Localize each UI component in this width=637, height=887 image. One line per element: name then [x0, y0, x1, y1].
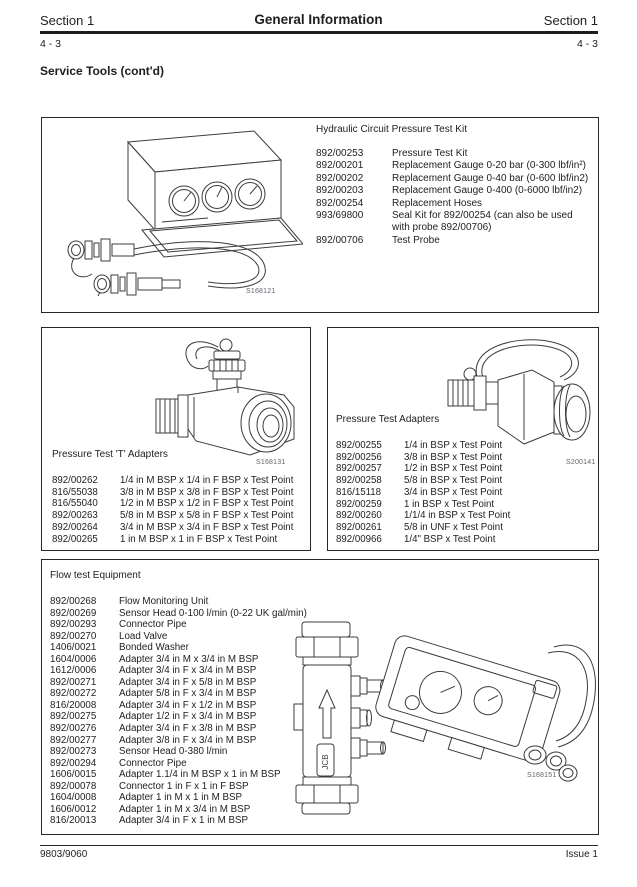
header-section-left: Section 1: [40, 13, 95, 28]
part-number: 892/00966: [336, 533, 382, 545]
part-row: [316, 160, 594, 172]
flow-test-panel: [41, 559, 599, 835]
part-description: Replacement Gauge 0-40 bar (0-600 lbf/in2): [392, 172, 589, 184]
page-number-left: 4 - 3: [40, 38, 62, 50]
part-number: 1612/0006: [50, 665, 97, 677]
part-number: 892/00272: [50, 688, 97, 700]
part-number: 1606/0012: [50, 803, 97, 815]
part-description: 5/8 in UNF x Test Point: [404, 521, 503, 533]
part-number: 993/69800: [316, 210, 364, 222]
part-row: [50, 781, 307, 793]
t-adapters-panel: [41, 327, 311, 551]
part-description: 1/4" BSP x Test Point: [404, 533, 496, 545]
part-description: Adapter 3/4 in F x 3/8 in M BSP: [119, 723, 257, 735]
part-row: [336, 499, 510, 511]
part-number: 892/00264: [52, 521, 98, 533]
part-number: 892/00261: [336, 521, 382, 533]
part-number: 892/00262: [52, 475, 98, 486]
part-description: 1/4 in M BSP x 1/4 in F BSP x Test Point: [120, 475, 294, 486]
part-description: Pressure Test Kit: [392, 148, 468, 159]
part-row: [316, 148, 594, 160]
hydraulic-kit-parts-list: [316, 148, 594, 247]
part-row: [316, 173, 594, 185]
part-row: [336, 522, 510, 534]
part-description: Sensor Head 0-100 l/min (0-22 UK gal/min): [119, 607, 307, 619]
part-number: 892/00271: [50, 676, 97, 688]
part-number: 892/00256: [336, 451, 382, 463]
footer-rule: [40, 845, 598, 846]
part-description: 1 in BSP x Test Point: [404, 498, 495, 510]
part-row: [50, 815, 307, 827]
svg-text:JCB: JCB: [321, 754, 330, 770]
part-description: Seal Kit for 892/00254 (can also be used with probe 892/00706): [392, 210, 573, 234]
part-number: 892/00257: [336, 463, 382, 475]
part-number: 892/00201: [316, 160, 364, 172]
part-number: 892/00706: [316, 234, 364, 246]
part-number: 892/00253: [316, 148, 364, 159]
part-row: [316, 185, 594, 197]
part-description: 1/4 in BSP x Test Point: [404, 440, 503, 451]
page-number-right: 4 - 3: [576, 38, 598, 50]
figure-label: S200141: [566, 459, 596, 466]
part-row: [52, 498, 293, 510]
part-row: [50, 711, 307, 723]
part-row: [52, 522, 293, 534]
part-row: [336, 510, 510, 522]
part-number: 1604/0008: [50, 792, 97, 804]
part-number: 892/00273: [50, 746, 97, 758]
part-row: [336, 440, 510, 452]
part-number: 892/00255: [336, 440, 382, 451]
part-description: Adapter 3/8 in F x 3/4 in M BSP: [119, 734, 257, 746]
panel-title-t-adapters: Pressure Test 'T' Adapters: [52, 449, 168, 460]
part-row: [336, 463, 510, 475]
part-description: 1/2 in M BSP x 1/2 in F BSP x Test Point: [120, 498, 294, 510]
part-description: Adapter 3/4 in F x 3/4 in M BSP: [119, 665, 257, 677]
part-number: 892/00078: [50, 780, 97, 792]
part-number: 892/00268: [50, 596, 97, 607]
header-section-right: Section 1: [543, 13, 598, 28]
adapters-parts-list: [336, 440, 510, 545]
part-description: Adapter 1/2 in F x 3/4 in M BSP: [119, 711, 257, 723]
part-number: 892/00259: [336, 498, 382, 510]
part-row: [50, 631, 307, 643]
part-description: Replacement Gauge 0-20 bar (0-300 lbf/in²): [392, 160, 586, 172]
part-description: Flow Monitoring Unit: [119, 596, 209, 607]
part-description: Replacement Hoses: [392, 197, 483, 209]
part-row: [50, 735, 307, 747]
part-number: 816/20008: [50, 699, 97, 711]
part-description: 5/8 in M BSP x 5/8 in F BSP x Test Point: [120, 510, 294, 522]
part-number: 892/00263: [52, 510, 98, 522]
part-row: [50, 608, 307, 620]
part-description: Adapter 5/8 in F x 3/4 in M BSP: [119, 688, 257, 700]
part-number: 892/00294: [50, 757, 97, 769]
part-row: [50, 758, 307, 770]
part-description: Test Probe: [392, 234, 440, 246]
figure-label: S168131: [256, 459, 286, 466]
part-row: [50, 804, 307, 816]
panel-title-hydraulic-kit: Hydraulic Circuit Pressure Test Kit: [316, 124, 467, 135]
part-description: Adapter 3/4 in F x 1/2 in M BSP: [119, 699, 257, 711]
part-row: [52, 487, 293, 499]
panel-title-flow-test: Flow test Equipment: [50, 570, 141, 581]
flow-test-parts-list: [50, 596, 307, 827]
part-description: Replacement Gauge 0-400 (0-6000 lbf/in2): [392, 185, 583, 197]
part-description: Adapter 1 in M x 1 in M BSP: [119, 792, 243, 804]
panel-title-adapters: Pressure Test Adapters: [336, 414, 440, 425]
part-row: [316, 210, 594, 235]
part-number: 892/00276: [50, 723, 97, 735]
part-description: 3/8 in BSP x Test Point: [404, 451, 503, 463]
part-row: [50, 619, 307, 631]
figure-label: S168121: [246, 288, 276, 295]
part-number: 892/00293: [50, 619, 97, 631]
part-description: Adapter 3/4 in F x 1 in M BSP: [119, 815, 249, 827]
part-number: 816/55040: [52, 498, 98, 510]
header-title: General Information: [254, 12, 383, 27]
part-row: [50, 654, 307, 666]
section-heading: Service Tools (cont'd): [40, 64, 164, 78]
part-number: 892/00270: [50, 630, 97, 642]
part-number: 892/00277: [50, 734, 97, 746]
figure-label: S168151: [527, 772, 557, 779]
part-number: 892/00202: [316, 172, 364, 184]
part-description: 3/4 in BSP x Test Point: [404, 486, 503, 498]
part-row: [50, 746, 307, 758]
part-row: [50, 688, 307, 700]
part-description: 5/8 in BSP x Test Point: [404, 475, 503, 487]
part-row: [52, 475, 293, 487]
hydraulic-kit-panel: [41, 117, 599, 313]
adapters-panel: [327, 327, 599, 551]
part-description: 3/4 in M BSP x 3/4 in F BSP x Test Point: [120, 521, 294, 533]
part-number: 816/20013: [50, 815, 97, 827]
part-row: [50, 792, 307, 804]
part-number: 816/15118: [336, 486, 382, 498]
part-number: 1406/0021: [50, 642, 97, 654]
part-number: 1606/0015: [50, 769, 97, 781]
part-description: Adapter 3/4 in F x 5/8 in M BSP: [119, 676, 257, 688]
part-number: 892/00203: [316, 185, 364, 197]
pressure-test-kit-illustration: [58, 124, 303, 296]
footer-publication-number: 9803/9060: [40, 849, 88, 860]
part-description: Adapter 1.1/4 in M BSP x 1 in M BSP: [119, 769, 281, 781]
part-description: Connector Pipe: [119, 757, 187, 769]
part-description: 1 in M BSP x 1 in F BSP x Test Point: [120, 533, 278, 545]
part-number: 1604/0006: [50, 653, 97, 665]
part-number: 892/00265: [52, 533, 98, 545]
part-row: [50, 596, 307, 608]
footer-issue: Issue 1: [565, 849, 598, 860]
part-row: [336, 487, 510, 499]
part-row: [52, 510, 293, 522]
part-description: 1/1/4 in BSP x Test Point: [404, 510, 511, 522]
part-description: Adapter 1 in M x 3/4 in M BSP: [119, 803, 251, 815]
part-row: [336, 534, 510, 546]
part-row: [336, 475, 510, 487]
part-number: 816/55038: [52, 486, 98, 498]
part-description: Adapter 3/4 in M x 3/4 in M BSP: [119, 653, 259, 665]
part-row: [50, 700, 307, 712]
part-description: 1/2 in BSP x Test Point: [404, 463, 503, 475]
part-description: Load Valve: [119, 630, 168, 642]
part-row: [50, 677, 307, 689]
part-row: [52, 534, 293, 546]
header-rule: [40, 31, 598, 34]
part-description: Connector Pipe: [119, 619, 187, 631]
flow-monitor-illustration: [358, 615, 598, 793]
part-description: Connector 1 in F x 1 in F BSP: [119, 780, 249, 792]
part-row: [50, 665, 307, 677]
t-adapter-illustration: [134, 333, 306, 463]
part-row: [50, 642, 307, 654]
part-row: [50, 723, 307, 735]
part-description: Bonded Washer: [119, 642, 189, 654]
part-number: 892/00254: [316, 197, 364, 209]
part-description: 3/8 in M BSP x 3/8 in F BSP x Test Point: [120, 486, 294, 498]
part-number: 892/00258: [336, 475, 382, 487]
part-description: Sensor Head 0-380 l/min: [119, 746, 228, 758]
part-row: [316, 235, 594, 247]
part-row: [316, 198, 594, 210]
part-row: [50, 769, 307, 781]
part-number: 892/00275: [50, 711, 97, 723]
part-row: [336, 452, 510, 464]
part-number: 892/00269: [50, 607, 97, 619]
t-adapters-parts-list: [52, 475, 293, 545]
part-number: 892/00260: [336, 510, 382, 522]
